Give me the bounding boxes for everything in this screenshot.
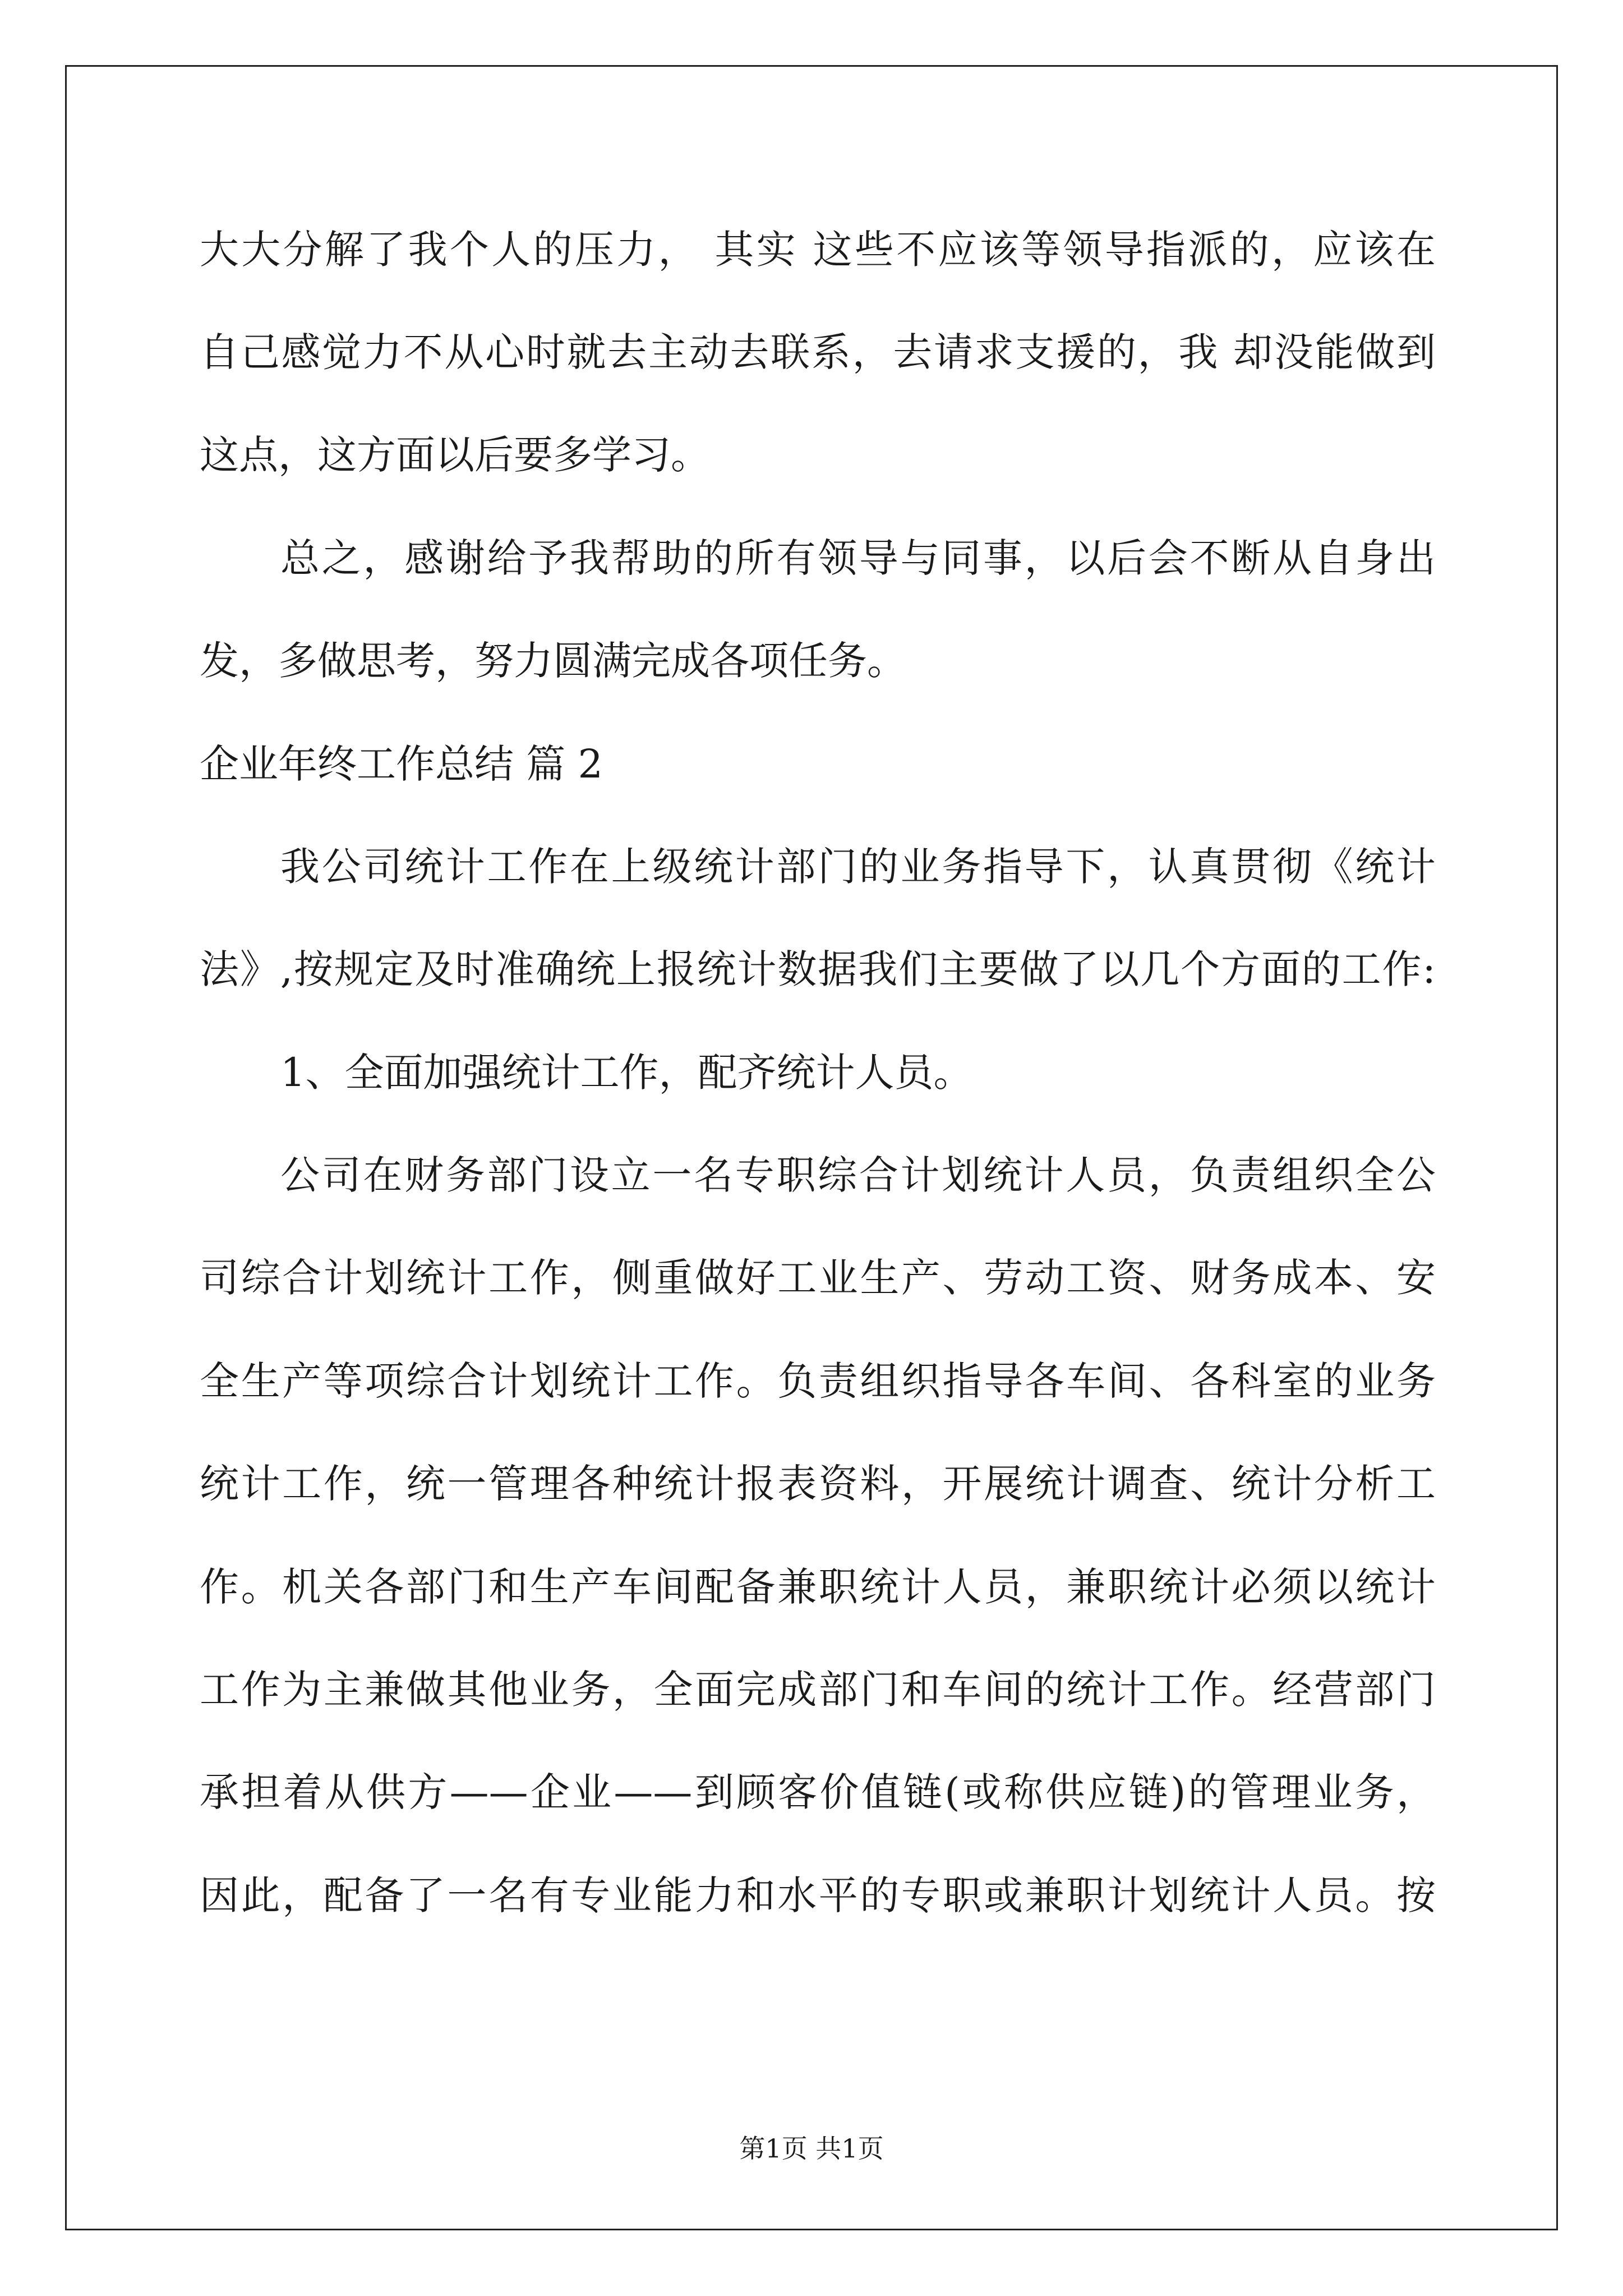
paragraph-line: 作。机关各部门和生产车间配备兼职统计人员，兼职统计必须以统计 [200, 1564, 1436, 1610]
section-heading: 企业年终工作总结 篇 2 [200, 741, 603, 787]
paragraph-line: 我公司统计工作在上级统计部门的业务指导下，认真贯彻《统计 [280, 844, 1436, 890]
paragraph-line: 公司在财务部门设立一名专职综合计划统计人员，负责组织全公 [280, 1152, 1436, 1198]
paragraph-line: 自己感觉力不从心时就去主动去联系，去请求支援的，我 却没能做到 [200, 329, 1436, 375]
paragraph-line: 发，多做思考，努力圆满完成各项任务。 [200, 638, 906, 684]
paragraph-line: 总之，感谢给予我帮助的所有领导与同事，以后会不断从自身出 [280, 535, 1436, 581]
paragraph-line: 因此，配备了一名有专业能力和水平的专职或兼职计划统计人员。按 [200, 1872, 1436, 1918]
paragraph-line: 大大分解了我个人的压力， 其实 这些不应该等领导指派的，应该在 [200, 227, 1436, 273]
paragraph-line: 承担着从供方——企业——到顾客价值链(或称供应链)的管理业务， [200, 1769, 1436, 1815]
paragraph-line: 这点，这方面以后要多学习。 [200, 432, 710, 478]
page-number-footer: 第1页 共1页 [739, 2133, 884, 2164]
paragraph-line: 司综合计划统计工作，侧重做好工业生产、劳动工资、财务成本、安 [200, 1255, 1436, 1301]
paragraph-line: 1、全面加强统计工作，配齐统计人员。 [280, 1050, 973, 1096]
paragraph-line: 工作为主兼做其他业务，全面完成部门和车间的统计工作。经营部门 [200, 1667, 1436, 1713]
paragraph-line: 法》,按规定及时准确统上报统计数据我们主要做了以几个方面的工作: [200, 946, 1436, 992]
paragraph-line: 全生产等项综合计划统计工作。负责组织指导各车间、各科室的业务 [200, 1358, 1436, 1404]
paragraph-line: 统计工作，统一管理各种统计报表资料，开展统计调查、统计分析工 [200, 1461, 1436, 1507]
